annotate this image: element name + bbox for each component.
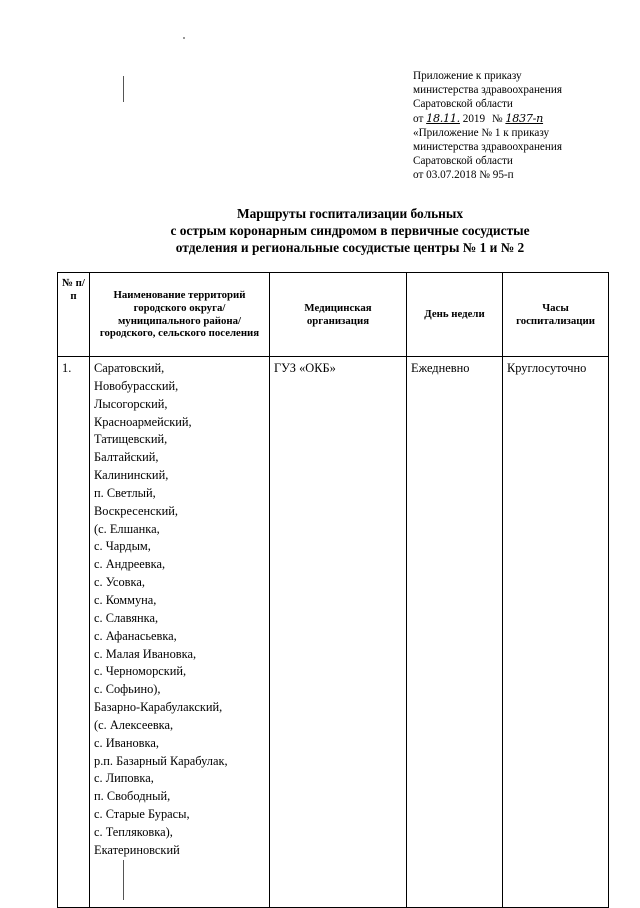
- scan-artifact-line: [123, 76, 124, 102]
- territory-item: с. Старые Бурасы,: [94, 807, 190, 822]
- medical-organization: ГУЗ «ОКБ»: [270, 357, 407, 908]
- title-line: с острым коронарным синдромом в первичные сосудистые: [170, 223, 530, 238]
- territory-item: Татищевский,: [94, 432, 168, 447]
- territory-item: Саратовский,: [94, 361, 165, 375]
- header-hours: Часы госпитализации: [503, 273, 609, 357]
- territory-item: (с. Елшанка,: [94, 521, 160, 536]
- territory-item: с. Малая Ивановка,: [94, 646, 197, 661]
- territory-item: с. Андреевка,: [94, 557, 166, 572]
- header-line: министерства здравоохранения: [413, 141, 563, 154]
- territory-item: Лысогорский,: [94, 396, 168, 411]
- territory-item: с. Липовка,: [94, 771, 154, 786]
- header-line: от 03.07.2018 № 95-п: [413, 169, 514, 182]
- hospitalization-routes-table: [57, 272, 609, 908]
- territory-item: с. Черноморский,: [94, 664, 187, 679]
- hospitalization-hours: Круглосуточно: [503, 357, 609, 908]
- date-prefix: от: [413, 112, 424, 125]
- territory-item: с. Софьино),: [94, 682, 161, 697]
- date-year: 2019: [462, 112, 486, 125]
- territory-item: Калининский,: [94, 468, 169, 483]
- table-header-row: [58, 273, 609, 357]
- territory-list: [90, 357, 270, 908]
- territory-item: с. Ивановка,: [94, 735, 159, 750]
- territory-item: с. Славянка,: [94, 610, 159, 625]
- title-line: отделения и региональные сосудистые центры № 1 и № 2: [175, 240, 525, 255]
- territory-item: с. Коммуна,: [94, 592, 157, 607]
- header-organization: Медицинская организация: [270, 273, 407, 357]
- header-line: министерства здравоохранения: [413, 84, 563, 97]
- territory-item: р.п. Базарный Карабулак,: [94, 753, 228, 768]
- scan-speck: [183, 37, 185, 39]
- territory-item: с. Чардым,: [94, 539, 151, 554]
- territory-item: Екатериновский: [94, 842, 180, 857]
- territory-item: с. Усовка,: [94, 575, 145, 590]
- territory-item: с. Тепляковка),: [94, 824, 173, 839]
- table-row: [58, 357, 609, 908]
- header-date-line: [413, 112, 633, 126]
- document-title: [80, 205, 620, 256]
- header-num: № п/п: [58, 273, 90, 357]
- number-sign: №: [491, 112, 503, 125]
- territory-item: Базарно-Карабулакский,: [94, 700, 223, 715]
- header-line: Саратовской области: [413, 98, 513, 111]
- title-line: Маршруты госпитализации больных: [236, 206, 464, 221]
- territory-item: п. Свободный,: [94, 789, 171, 804]
- handwritten-order-number: 1837-п: [505, 111, 544, 125]
- territory-item: Новобурасский,: [94, 378, 179, 393]
- header-line: Приложение к приказу: [413, 70, 522, 82]
- header-territory: Наименование территорий городского округа/ муниципального района/городского, сельского поселения: [90, 273, 270, 357]
- handwritten-date: 18.11.: [426, 111, 460, 125]
- header-day: День недели: [407, 273, 503, 357]
- header-line: Саратовской области: [413, 155, 513, 168]
- row-number: 1.: [58, 357, 90, 908]
- day-of-week: Ежедневно: [407, 357, 503, 908]
- order-appendix-header: [413, 69, 633, 183]
- territory-item: с. Афанасьевка,: [94, 628, 177, 643]
- territory-item: (с. Алексеевка,: [94, 717, 174, 732]
- territory-item: Балтайский,: [94, 450, 159, 465]
- territory-item: Красноармейский,: [94, 414, 192, 429]
- header-line: «Приложение № 1 к приказу: [413, 126, 550, 139]
- territory-item: п. Светлый,: [94, 485, 156, 500]
- territory-item: Воскресенский,: [94, 503, 178, 518]
